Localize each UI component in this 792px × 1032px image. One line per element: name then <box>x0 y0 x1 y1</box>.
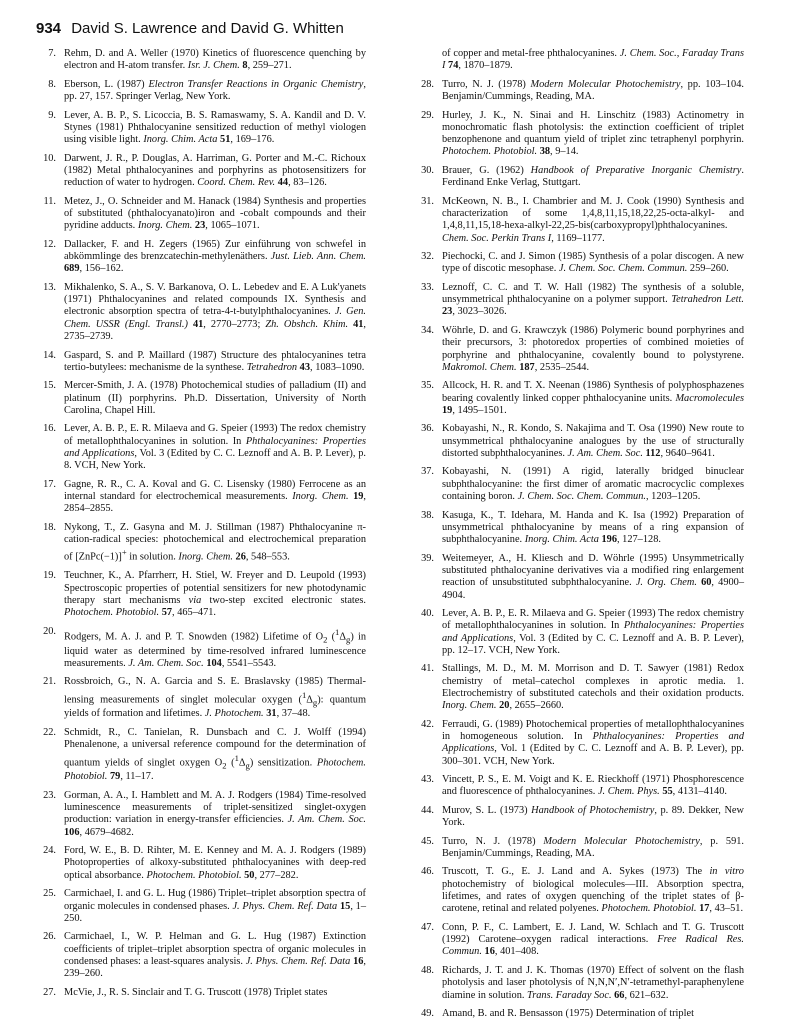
reference-number: 47. <box>421 921 434 933</box>
reference-number: 37. <box>421 466 434 478</box>
reference-item <box>414 510 744 547</box>
reference-item <box>414 553 744 602</box>
reference-item <box>414 110 744 159</box>
reference-text: Kasuga, K., T. Idehara, M. Handa and K. Isa (1992) Preparation of unsymmetrical phthalocyanine by means of a ring expansion of subphthalocyanine. Inorg. Chim. Acta 196, 127–128. <box>442 509 744 546</box>
reference-item <box>36 626 366 670</box>
reference-item <box>414 836 744 861</box>
reference-item <box>36 239 366 276</box>
references-right-column <box>414 48 744 1027</box>
reference-item <box>414 774 744 799</box>
reference-item <box>414 282 744 319</box>
reference-text: Darwent, J. R., P. Douglas, A. Harriman, G. Porter and M.-C. Richoux (1982) Metal phthalocyanines and porphyrins as photosensitizers for reduction of water to hydrogen. Coord. Chem. Rev. 44, 83–126. <box>64 152 366 189</box>
reference-number: 19. <box>43 570 56 582</box>
reference-text: Turro, N. J. (1978) Modern Molecular Photochemistry, pp. 103–104. Benjamin/Cummings, Reading, MA. <box>442 78 744 103</box>
reference-item <box>36 845 366 882</box>
reference-text: Vincett, P. S., E. M. Voigt and K. E. Rieckhoff (1971) Phosphorescence and fluorescence of phthalocyanines. J. Chem. Phys. 55, 4131–4140. <box>442 774 744 798</box>
reference-number: 46. <box>421 866 434 878</box>
reference-number: 39. <box>421 552 434 564</box>
reference-text: Kobayashi, N. (1991) A rigid, laterally bridged binuclear subphthalocyanine: the first dimer of aromatic macrocyclic complexes containing boron. J. Chem. Soc. Chem. Commun., 1203–1205. <box>442 466 744 503</box>
reference-item <box>414 805 744 830</box>
reference-text: Conn, P. F., C. Lambert, E. J. Land, W. Schlach and T. G. Truscott (1992) Carotene–oxygen radical interactions. Free Radical Res. Commun. 16, 401–408. <box>442 921 744 958</box>
reference-text: Rodgers, M. A. J. and P. T. Snowden (1982) Lifetime of $O_2$ $(^1\Delta_g)$ in liquid water as determined by time-resolved infrared luminescence measurements. J. Am. Chem. Soc. 104, 5541–5543. <box>64 626 367 669</box>
reference-text: Carmichael, I. and G. L. Hug (1986) Triplet–triplet absorption spectra of organic molecules in condensed phases. J. Phys. Chem. Ref. Data 15, 1–250. <box>64 888 367 924</box>
reference-number: 43. <box>421 774 434 786</box>
reference-text: Rehm, D. and A. Weller (1970) Kinetics of fluorescence quenching by electron and H-atom transfer. Isr. J. Chem. 8, 259–271. <box>64 48 366 72</box>
reference-number: 14. <box>43 349 56 361</box>
reference-number: 45. <box>421 835 434 847</box>
reference-number: 30. <box>421 164 434 176</box>
reference-item <box>36 522 366 564</box>
reference-text: Piechocki, C. and J. Simon (1985) Synthesis of a polar discogen. A new type of discotic mesophase. J. Chem. Soc. Chem. Commun. 259–260. <box>442 251 744 275</box>
reference-text: Richards, J. T. and J. K. Thomas (1970) Effect of solvent on the flash photolysis and laser photolysis of N,N,N′,N′-tetramethyl-paraphenylene diamine in solution. Trans. Faraday Soc. 66, 621–632. <box>442 964 744 1001</box>
reference-item <box>414 663 744 712</box>
reference-item <box>36 479 366 516</box>
reference-item <box>36 790 366 839</box>
reference-item <box>36 676 366 720</box>
reference-text: Truscott, T. G., E. J. Land and A. Sykes (1973) The in vitro photochemistry of biological molecules—III. Absorption spectra, lifetimes, and rates of oxygen quenching of the triplet states of β-carotene, retinal and related polyenes. Photochem. Photobiol. 17, 43–51. <box>442 866 744 915</box>
reference-item <box>414 380 744 417</box>
references-left-column <box>36 48 366 1005</box>
reference-item <box>414 719 744 768</box>
reference-text: Stallings, M. D., M. M. Morrison and D. T. Sawyer (1981) Redox chemistry of metal–catechol complexes in aprotic media. 1. Electrochemistry of substituted catechols and their oxidation products. Inorg. Chem. 20, 2655–2660. <box>442 663 744 712</box>
running-head-authors: David S. Lawrence and David G. Whitten <box>71 20 344 37</box>
reference-text: Nykong, T., Z. Gasyna and M. J. Stillman (1987) Phthalocyanine π-cation-radical species: photochemical and electrochemical preparation of [ZnPc(−1)]+ in solution. Inorg. Chem. 26, 548–553. <box>64 521 366 563</box>
reference-text: Ferraudi, G. (1989) Photochemical properties of metallophthalocyanines in homogeneous solution. In Phthalocyanines: Properties and Applications, Vol. 1 (Edited by C. C. Leznoff and A. B. P. Lever), pp. 300–301. VCH, New York. <box>442 718 745 767</box>
reference-text: Rossbroich, G., N. A. Garcia and S. E. Braslavsky (1985) Thermal-lensing measurements of singlet molecular oxygen $(^1\Delta_g)$: quantum yields of formation and lifetimes. J. Photochem. 31, 37–48. <box>64 676 366 720</box>
reference-text: Gagne, R. R., C. A. Koval and G. C. Lisensky (1980) Ferrocene as an internal standard for electrochemical measurements. Inorg. Chem. 19, 2854–2855. <box>64 478 366 515</box>
reference-number: 11. <box>43 195 56 207</box>
reference-number: 21. <box>43 676 56 688</box>
reference-text: Wöhrle, D. and G. Krawczyk (1986) Polymeric bound porphyrines and their precursors, 3: photoredox properties of combined moieties of porphyrine and phthalocyanine, covalently bound to polystyrene. Makromol. Chem. 187, 2535–2544. <box>442 324 744 373</box>
reference-item <box>36 110 366 147</box>
reference-item <box>36 282 366 343</box>
reference-item <box>36 888 366 925</box>
reference-number: 35. <box>421 380 434 392</box>
reference-number: 34. <box>421 324 434 336</box>
reference-text: Leznoff, C. C. and T. W. Hall (1982) The synthesis of a soluble, unsymmetrical phthalocyanine on a polymer support. Tetrahedron Lett. 23, 3023–3026. <box>442 281 744 318</box>
reference-number: 44. <box>421 804 434 816</box>
reference-item <box>36 987 366 999</box>
reference-text: Dallacker, F. and H. Zegers (1965) Zur einführung von schwefel in abkömmlinge des brenzcatechin-methylenäthers. Just. Lieb. Ann. Chem. 689, 156–162. <box>64 238 366 275</box>
reference-item <box>414 325 744 374</box>
reference-number: 29. <box>421 109 434 121</box>
reference-text: Lever, A. B. P., E. R. Milaeva and G. Speier (1993) The redox chemistry of metallophthalocyanines in solution. In Phthalocyanines: Properties and Applications, Vol. 3 (Edited by C. C. Leznoff and A. B. P. Lever), p. 8. VCH, New York. <box>64 423 366 472</box>
reference-number: 20. <box>43 625 56 637</box>
reference-text: Mikhalenko, S. A., S. V. Barkanova, O. L. Lebedev and E. A Luk'yanets (1971) Phthalocyanines and related compounds IX. Synthesis and electronic absorption spectra of tetra-4-t-butylphthalocyanines. J. Gen. Chem. USSR (Engl. Transl.) 41, 2770–2773; Zh. Obshch. Khim. 41, 2735–2739. <box>64 281 366 343</box>
reference-text: Schmidt, R., C. Tanielan, R. Dunsbach and C. J. Wolff (1994) Phenalenone, a universal reference compound for the determination of quantum yields of singlet oxygen $O_2$ $(^1\Delta_g)$ sensitization. Photochem. Photobiol. 79, 11–17. <box>64 726 366 783</box>
reference-item <box>414 48 744 73</box>
reference-item <box>36 380 366 417</box>
reference-text: Gaspard, S. and P. Maillard (1987) Structure des phtalocyanines tetra tertio-butylees: mechanisme de la synthese. Tetrahedron 43, 1083–1090. <box>64 349 366 373</box>
reference-number: 36. <box>421 423 434 435</box>
reference-text: Mercer-Smith, J. A. (1978) Photochemical studies of palladium (II) and platinum (II) porphyrins. Ph.D. Dissertation, University of North Carolina, Chapel Hill. <box>64 380 366 416</box>
reference-text: Kobayashi, N., R. Kondo, S. Nakajima and T. Osa (1990) New route to unsymmetrical phthalocyanine analogues by the use of structurally distorted subphthalocyanines. J. Am. Chem. Soc. 112, 9640–9641. <box>442 423 744 459</box>
reference-number: 32. <box>421 251 434 263</box>
reference-text: Ford, W. E., B. D. Rihter, M. E. Kenney and M. A. J. Rodgers (1989) Photoproperties of alkoxy-substituted phthalocyanines with deep-red optical absorbance. Photochem. Photobiol. 50, 277–282. <box>64 845 366 881</box>
reference-number: 40. <box>421 608 434 620</box>
reference-text: Metez, J., O. Schneider and M. Hanack (1984) Synthesis and properties of substituted (phthalocyanato)iron and -cobalt compounds and their pyridine adducts. Inorg. Chem. 23, 1065–1071. <box>64 195 366 232</box>
reference-number: 17. <box>43 478 56 490</box>
reference-number: 16. <box>43 423 56 435</box>
reference-number: 7. <box>48 48 56 59</box>
reference-number: 10. <box>43 152 56 164</box>
reference-number: 12. <box>43 238 56 250</box>
reference-item <box>414 866 744 915</box>
reference-item <box>414 466 744 503</box>
reference-item <box>36 350 366 375</box>
reference-text: of copper and metal-free phthalocyanines. J. Chem. Soc., Faraday Trans I 74, 1870–1879. <box>442 48 744 72</box>
reference-text: Murov, S. L. (1973) Handbook of Photochemistry, p. 89. Dekker, New York. <box>442 804 744 829</box>
reference-text: McVie, J., R. S. Sinclair and T. G. Truscott (1978) Triplet states <box>64 986 328 998</box>
reference-item <box>414 165 744 190</box>
reference-item <box>414 608 744 657</box>
reference-number: 28. <box>421 78 434 90</box>
reference-number: 23. <box>43 789 56 801</box>
reference-number: 24. <box>43 845 56 857</box>
reference-number: 8. <box>48 78 56 90</box>
reference-text: McKeown, N. B., I. Chambrier and M. J. Cook (1990) Synthesis and characterization of some 1,4,8,11,15,18,22,25-octa-alkyl- and 1,4,8,11,15,18-hexa-alkyl-22,25-bis(carboxypropyl)phthalocyanines. Chem. Soc. Perkin Trans I, 1169–1177. <box>442 195 744 244</box>
reference-text: Turro, N. J. (1978) Modern Molecular Photochemistry, p. 591. Benjamin/Cummings, Reading, MA. <box>442 835 744 859</box>
reference-item <box>36 79 366 104</box>
reference-item <box>414 196 744 245</box>
reference-item <box>36 727 366 784</box>
reference-text: Carmichael, I., W. P. Helman and G. L. Hug (1987) Extinction coefficients of triplet–triplet absorption spectra of organic molecules in condensed phases: a least-squares analysis. J. Phys. Chem. Ref. Data 16, 239–260. <box>64 931 366 980</box>
reference-number: 48. <box>421 964 434 976</box>
reference-item <box>36 196 366 233</box>
reference-item <box>36 423 366 472</box>
reference-number: 26. <box>43 931 56 943</box>
reference-text: Weitemeyer, A., H. Kliesch and D. Wöhrle (1995) Unsymmetrically substituted phthalocyanine derivatives via a modified ring enlargement reaction of unsubstituted subphthalocyanine. J. Org. Chem. 60, 4900–4904. <box>442 552 744 601</box>
reference-number: 38. <box>421 509 434 521</box>
reference-text: Teuchner, K., A. Pfarrherr, H. Stiel, W. Freyer and D. Leupold (1993) Spectroscopic properties of potential sensitizers for new photodynamic therapy start mechanisms via two-step excited electronic states. Photochem. Photobiol. 57, 465–471. <box>64 570 367 619</box>
reference-number: 9. <box>48 109 56 121</box>
reference-text: Brauer, G. (1962) Handbook of Preparative Inorganic Chemistry. Ferdinand Enke Verlag, Stuttgart. <box>442 164 744 189</box>
reference-number: 31. <box>421 195 434 207</box>
reference-number: 27. <box>43 986 56 998</box>
reference-number: 22. <box>43 726 56 738</box>
reference-number: 33. <box>421 281 434 293</box>
reference-item <box>36 153 366 190</box>
reference-number: 25. <box>43 888 56 900</box>
reference-item <box>414 965 744 1002</box>
reference-item <box>414 1008 744 1020</box>
reference-number: 18. <box>43 521 56 533</box>
reference-text: Lever, A. B. P., E. R. Milaeva and G. Speier (1993) The redox chemistry of metallophthalocyanines in solution. In Phthalocyanines: Properties and Applications, Vol. 3 (Edited by C. C. Leznoff and A. B. P. Lever), pp. 12–17. VCH, New York. <box>442 608 744 656</box>
reference-number: 15. <box>43 380 56 392</box>
reference-number: 41. <box>421 663 434 675</box>
reference-number: 13. <box>43 281 56 293</box>
reference-item <box>36 570 366 619</box>
reference-number: 42. <box>421 718 434 730</box>
reference-number: 49. <box>421 1008 434 1020</box>
page-header <box>36 20 756 38</box>
reference-item <box>36 48 366 73</box>
reference-text: Amand, B. and R. Bensasson (1975) Determination of triplet <box>442 1008 694 1020</box>
reference-text: Gorman, A. A., I. Hamblett and M. A. J. Rodgers (1984) Time-resolved luminescence measurements of triplet-sensitized singlet-oxygen production: variation in energy-transfer efficiencies. J. Am. Chem. Soc. 106, 4679–4682. <box>64 789 366 838</box>
reference-item <box>36 931 366 980</box>
reference-text: Eberson, L. (1987) Electron Transfer Reactions in Organic Chemistry, pp. 27, 157. Springer Verlag, New York. <box>64 78 366 103</box>
reference-item <box>414 79 744 104</box>
page-number: 934 <box>36 20 62 37</box>
reference-text: Allcock, H. R. and T. X. Neenan (1986) Synthesis of polyphosphazenes bearing covalently linked copper phthalocyanine units. Macromolecules 19, 1495–1501. <box>442 380 744 416</box>
reference-item <box>414 251 744 276</box>
reference-text: Lever, A. B. P., S. Licoccia, B. S. Ramaswamy, S. A. Kandil and D. V. Stynes (1981) Phthalocyanine sensitized reduction of methyl viologen using visible light. Inorg. Chim. Acta 51, 169–176. <box>64 109 366 146</box>
reference-item <box>414 423 744 460</box>
reference-text: Hurley, J. K., N. Sinai and H. Linschitz (1983) Actinometry in monochromatic flash photolysis: the extinction coefficient of triplet benzophenone and quantum yield of triplet zinc tetraphenyl porphyrin. Photochem. Photobiol. 38, 9–14. <box>442 109 744 158</box>
reference-item <box>414 922 744 959</box>
